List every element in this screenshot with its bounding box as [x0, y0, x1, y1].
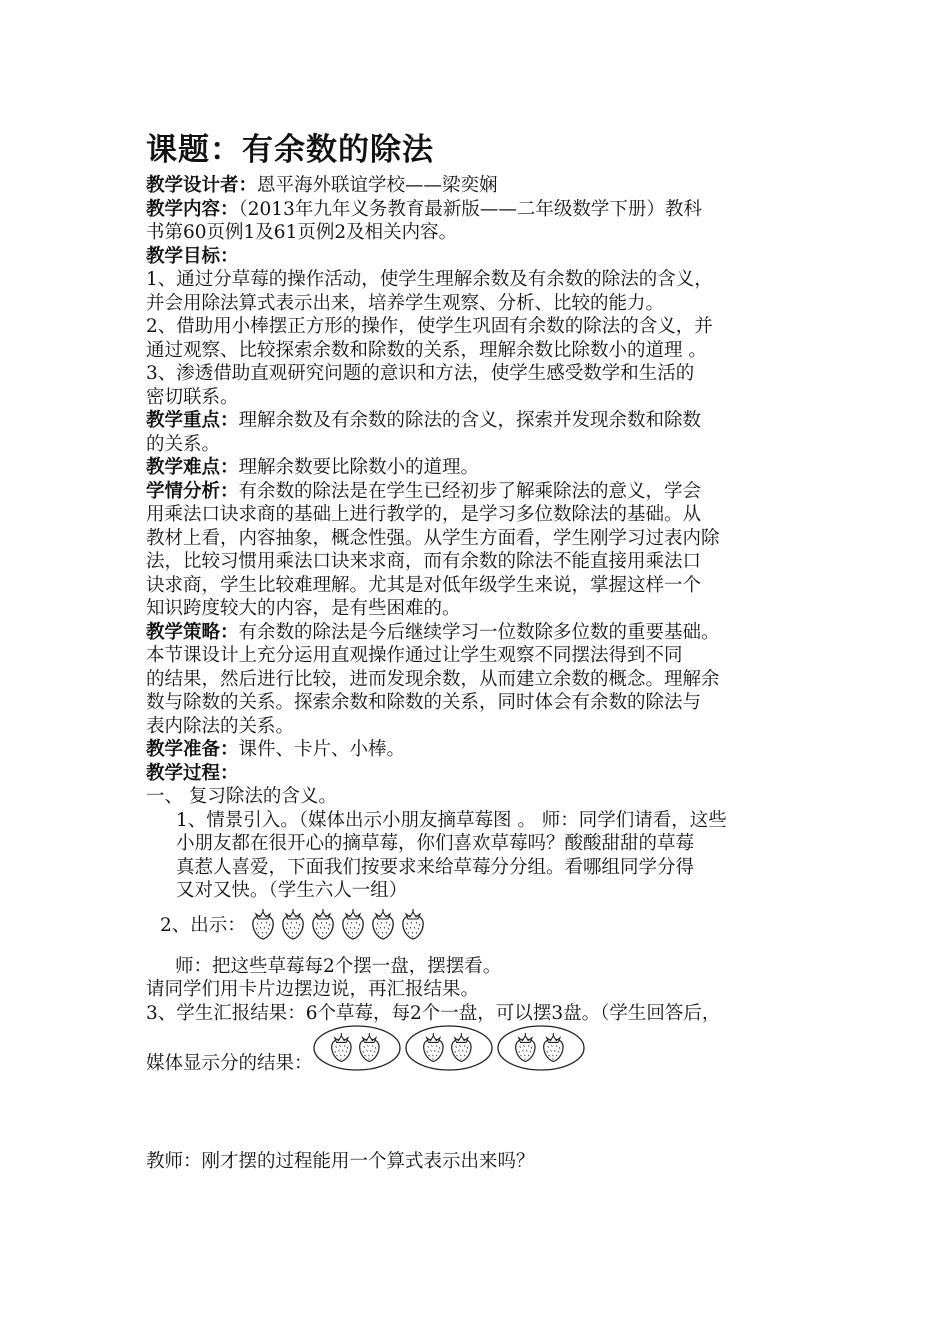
plate-icon [313, 1024, 401, 1072]
step1-line: 真惹人喜爱，下面我们按要求来给草莓分分组。看哪组同学分得 [176, 856, 695, 878]
strawberry-icon [250, 908, 276, 940]
step1-line: 1、情景引入。（媒体出示小朋友摘草莓图 。 师：同学们请看，这些 [176, 809, 727, 831]
analysis-line: 法，比较习惯用乘法口诀来求商，而有余数的除法不能直接用乘法口 [146, 551, 702, 572]
content-line [146, 198, 816, 222]
objective-line: 密切联系。 [146, 386, 239, 408]
strategy-line: 数与除数的关系。探索余数和除数的关系，同时体会有余数的除法与 [146, 692, 702, 713]
objective-line: 并会用除法算式表示出来，培养学生观察、分析、比较的能力。 [146, 292, 665, 314]
keypoint-line-2: 的关系。 [146, 433, 221, 455]
strawberry-icon [310, 908, 336, 940]
strategy-line [146, 621, 816, 645]
difficulty-label: 教学难点： [146, 457, 239, 478]
objective-line: 2、借助用小棒摆正方形的操作，使学生巩固有余数的除法的含义，并 [146, 316, 713, 337]
objective-line: 通过观察、比较探索余数和除数的关系，理解余数比除数小的道理 。 [146, 339, 707, 361]
analysis-text: 有余数的除法是在学生已经初步了解乘除法的意义，学会 [238, 480, 702, 502]
content-line-2: 书第60页例1及61页例2及相关内容。 [146, 222, 458, 243]
step2-label: 2、出示： [160, 914, 246, 936]
keypoint-line [146, 409, 816, 433]
step3-line: 3、学生汇报结果：6个草莓，每2个一盘，可以摆3盘。（学生回答后， [146, 1002, 721, 1024]
analysis-line: 教材上看，内容抽象，概念性强。从学生方面看，学生刚学习过表内除 [146, 527, 720, 549]
media-result-row [146, 1025, 816, 1077]
objective-line: 1、通过分草莓的操作活动，使学生理解余数及有余数的除法的含义， [146, 269, 713, 290]
preparation-line [146, 738, 816, 762]
objective-line: 3、渗透借助直观研究问题的意识和方法，使学生感受数学和生活的 [146, 363, 695, 384]
analysis-line [146, 480, 816, 504]
designer-line [146, 174, 816, 198]
difficulty-line [146, 456, 816, 480]
preparation-text: 课件、卡片、小棒。 [238, 739, 406, 760]
analysis-line: 用乘法口诀求商的基础上进行教学的，是学习多位数除法的基础。从 [146, 504, 702, 525]
strategy-text: 有余数的除法是今后继续学习一位数除多位数的重要基础。 [238, 621, 720, 643]
analysis-label: 学情分析： [146, 480, 239, 502]
strawberry-icon [400, 908, 426, 940]
strawberry-icon [370, 908, 396, 940]
keypoint-text: 理解余数及有余数的除法的含义，探索并发现余数和除数 [238, 410, 702, 431]
preparation-label: 教学准备： [146, 739, 239, 760]
step1-line: 又对又快。（学生六人一组） [176, 880, 408, 901]
document [146, 130, 816, 1174]
step1-line: 小朋友都在很开心的摘草莓，你们喜欢草莓吗？酸酸甜甜的草莓 [176, 833, 695, 854]
step2-row [146, 907, 816, 941]
teacher-line: 师：把这些草莓每2个摆一盘，摆摆看。 [175, 955, 502, 977]
designer-text: 恩平海外联谊学校——梁奕娴 [257, 175, 498, 196]
strategy-line: 的结果，然后进行比较，进而发现余数，从而建立余数的概念。理解余 [146, 668, 720, 690]
strategy-line: 本节课设计上充分运用直观操作通过让学生观察不同摆法得到不同 [146, 645, 683, 666]
designer-label: 教学设计者： [146, 175, 258, 196]
section-heading: 一、 复习除法的含义。 [146, 786, 337, 807]
analysis-line: 知识跨度较大的内容，是有些困难的。 [146, 598, 461, 619]
strawberry-icon [280, 908, 306, 940]
content-text: （2013年九年义务教育最新版——二年级数学下册）教科 [238, 198, 702, 220]
difficulty-text: 理解余数要比除数小的道理。 [238, 457, 480, 478]
strategy-line: 表内除法的关系。 [146, 715, 295, 737]
strawberry-icon [340, 908, 366, 940]
analysis-line: 诀求商，学生比较难理解。尤其是对低年级学生来说，掌握这样一个 [146, 574, 702, 596]
plate-icon [405, 1024, 493, 1072]
plate-group [313, 1024, 585, 1072]
berry-row [250, 908, 426, 940]
strategy-label: 教学策略： [146, 621, 239, 643]
keypoint-label: 教学重点： [146, 410, 239, 431]
page-title: 课题：有余数的除法 [146, 132, 434, 168]
card-line: 请同学们用卡片边摆边说，再汇报结果。 [146, 979, 480, 1000]
objectives-label: 教学目标： [146, 245, 239, 267]
question-line: 教师：刚才摆的过程能用一个算式表示出来吗？ [146, 1151, 535, 1172]
content-label: 教学内容： [146, 198, 239, 220]
process-label: 教学过程： [146, 762, 239, 784]
plate-icon [497, 1024, 585, 1072]
media-result-label: 媒体显示分的结果： [146, 1053, 313, 1074]
